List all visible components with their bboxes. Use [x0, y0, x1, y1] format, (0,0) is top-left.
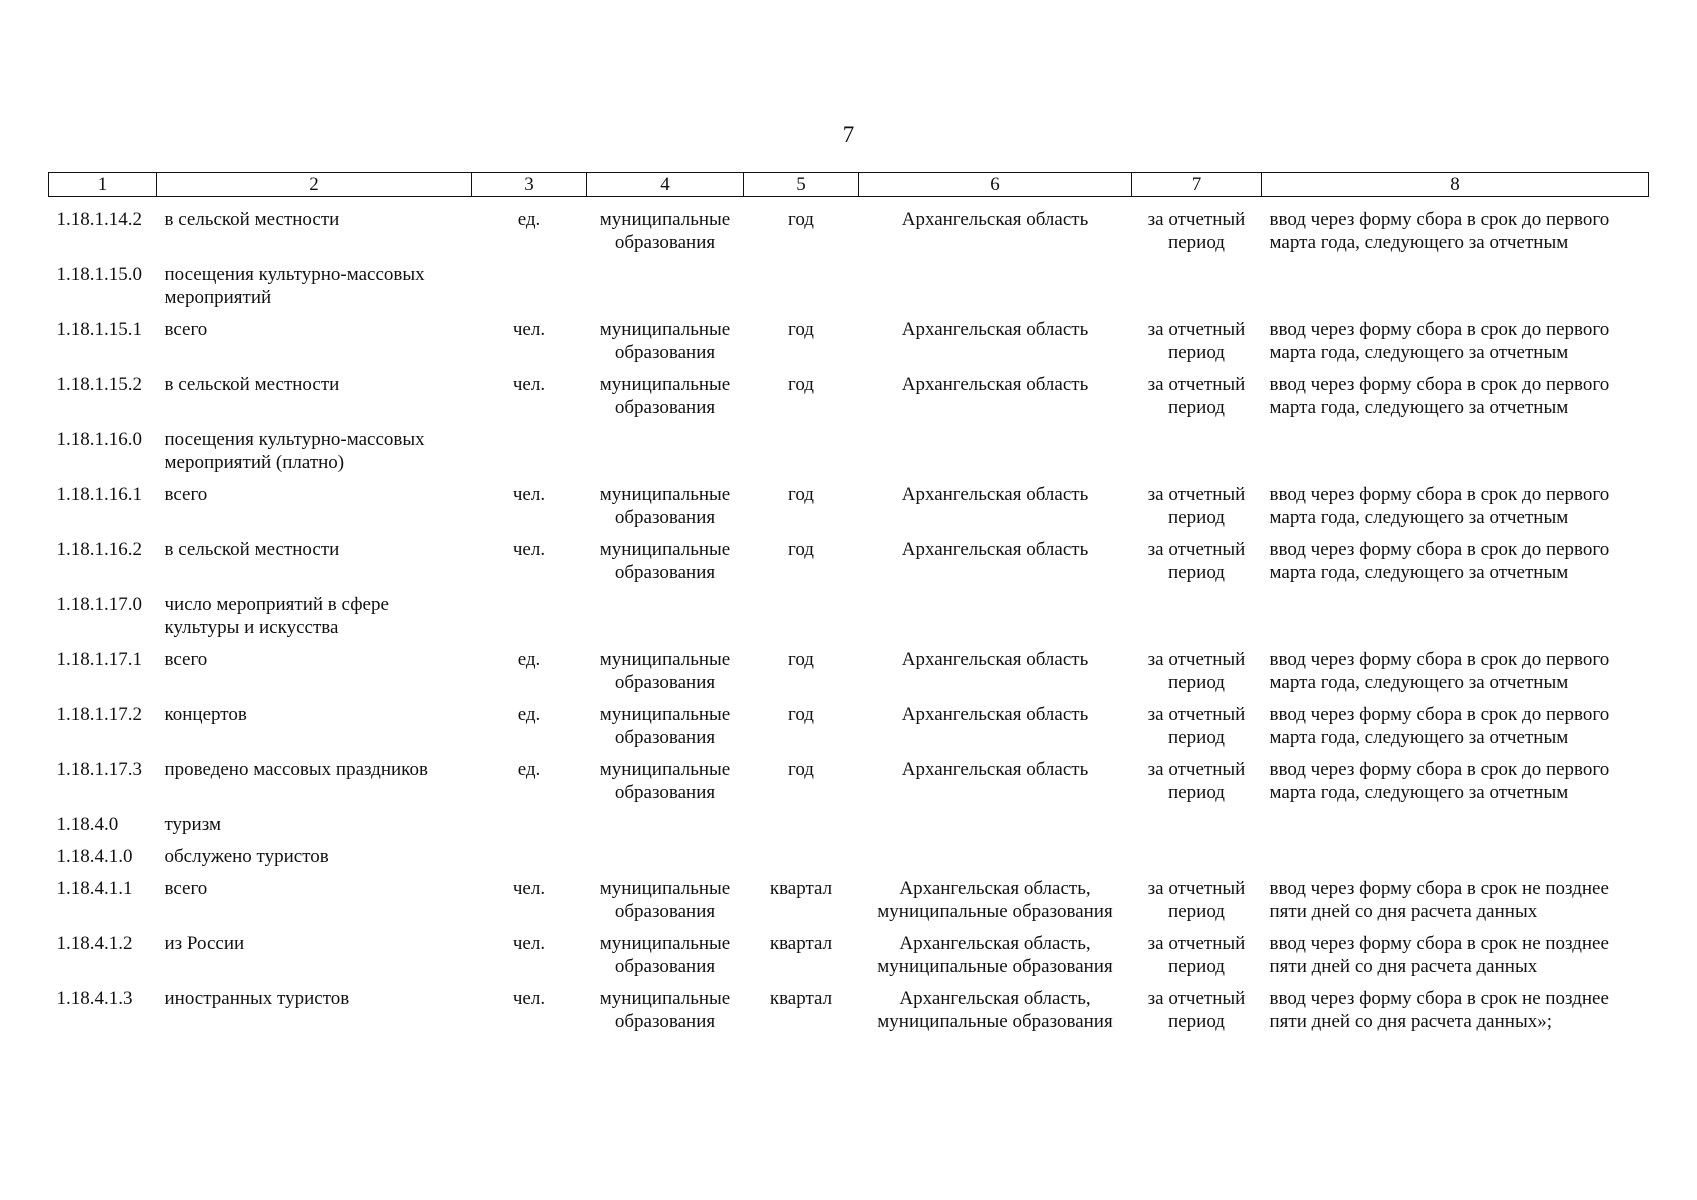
row-code-cell: 1.18.1.17.2 [56, 704, 142, 725]
period-cell: за отчетный период [1147, 539, 1246, 583]
table-row [49, 978, 1649, 1033]
unit-cell [472, 254, 587, 309]
unit-cell: чел. [512, 374, 546, 395]
row-code-cell: 1.18.4.0 [56, 814, 119, 835]
territory-cell [859, 836, 1132, 868]
row-code-cell: 1.18.1.14.2 [56, 209, 142, 230]
row-code-cell: 1.18.1.16.0 [56, 429, 142, 450]
indicator-name-cell: из России [164, 933, 245, 954]
input-method-cell: ввод через форму сбора в срок до первого марта года, следующего за отчетным [1269, 484, 1610, 528]
level-cell: муниципальные образования [599, 649, 731, 693]
periodicity-cell [744, 254, 859, 309]
unit-cell: ед. [517, 209, 541, 230]
table-row [49, 923, 1649, 978]
input-method-cell: ввод через форму сбора в срок до первого марта года, следующего за отчетным [1269, 374, 1610, 418]
territory-cell: Архангельская область [901, 319, 1089, 340]
periodicity-cell: год [788, 209, 814, 230]
input-method-cell: ввод через форму сбора в срок не позднее пяти дней со дня расчета данных»; [1269, 988, 1609, 1032]
indicator-name-cell: в сельской местности [164, 374, 340, 395]
territory-cell: Архангельская область [901, 209, 1089, 230]
period-cell [1132, 804, 1262, 836]
territory-cell: Архангельская область, муниципальные образования [877, 878, 1113, 922]
column-header: 6 [859, 173, 1132, 197]
period-cell: за отчетный период [1147, 759, 1246, 803]
periodicity-cell [744, 584, 859, 639]
input-method-cell [1262, 254, 1649, 309]
level-cell: муниципальные образования [599, 209, 731, 253]
indicator-name-cell: всего [164, 319, 208, 340]
table-row [49, 197, 1649, 255]
indicator-name-cell: концертов [164, 704, 247, 725]
input-method-cell [1262, 836, 1649, 868]
territory-cell: Архангельская область [901, 484, 1089, 505]
row-code-cell: 1.18.1.15.2 [56, 374, 142, 395]
unit-cell [472, 836, 587, 868]
indicator-name-cell: обслужено туристов [164, 846, 329, 867]
indicator-name-cell: всего [164, 484, 208, 505]
period-cell: за отчетный период [1147, 704, 1246, 748]
table-row [49, 836, 1649, 868]
indicator-name-cell: посещения культурно-массовых мероприятий (платно) [164, 429, 425, 473]
unit-cell: чел. [512, 484, 546, 505]
row-code-cell: 1.18.1.17.0 [56, 594, 142, 615]
indicator-name-cell: иностранных туристов [164, 988, 350, 1009]
level-cell [587, 419, 744, 474]
row-code-cell: 1.18.1.15.0 [56, 264, 142, 285]
input-method-cell: ввод через форму сбора в срок до первого марта года, следующего за отчетным [1269, 209, 1610, 253]
periodicity-cell [744, 836, 859, 868]
level-cell: муниципальные образования [599, 484, 731, 528]
column-number-header [49, 173, 1649, 197]
input-method-cell [1262, 804, 1649, 836]
table-row [49, 639, 1649, 694]
indicators-table [48, 172, 1649, 1033]
period-cell [1132, 584, 1262, 639]
input-method-cell: ввод через форму сбора в срок до первого марта года, следующего за отчетным [1269, 539, 1610, 583]
indicator-name-cell: всего [164, 878, 208, 899]
input-method-cell: ввод через форму сбора в срок не позднее пяти дней со дня расчета данных [1269, 933, 1609, 977]
period-cell: за отчетный период [1147, 649, 1246, 693]
indicator-name-cell: проведено массовых праздников [164, 759, 428, 780]
indicator-name-cell: в сельской местности [164, 209, 340, 230]
period-cell: за отчетный период [1147, 484, 1246, 528]
unit-cell: чел. [512, 539, 546, 560]
column-header: 5 [744, 173, 859, 197]
table-row [49, 584, 1649, 639]
row-code-cell: 1.18.4.1.3 [56, 988, 133, 1009]
level-cell [587, 804, 744, 836]
level-cell [587, 836, 744, 868]
table-row [49, 694, 1649, 749]
table-row [49, 419, 1649, 474]
territory-cell [859, 254, 1132, 309]
column-header: 4 [587, 173, 744, 197]
period-cell [1132, 254, 1262, 309]
unit-cell: ед. [517, 704, 541, 725]
level-cell: муниципальные образования [599, 759, 731, 803]
input-method-cell: ввод через форму сбора в срок не позднее пяти дней со дня расчета данных [1269, 878, 1609, 922]
unit-cell [472, 584, 587, 639]
period-cell: за отчетный период [1147, 988, 1246, 1032]
unit-cell: ед. [517, 649, 541, 670]
indicator-name-cell: в сельской местности [164, 539, 340, 560]
input-method-cell [1262, 584, 1649, 639]
unit-cell: чел. [512, 933, 546, 954]
table-row [49, 364, 1649, 419]
territory-cell: Архангельская область [901, 374, 1089, 395]
column-header: 1 [49, 173, 157, 197]
table-row [49, 474, 1649, 529]
indicator-name-cell: число мероприятий в сфере культуры и искусства [164, 594, 389, 638]
periodicity-cell [744, 804, 859, 836]
territory-cell [859, 584, 1132, 639]
territory-cell: Архангельская область, муниципальные образования [877, 988, 1113, 1032]
periodicity-cell: год [788, 759, 814, 780]
level-cell: муниципальные образования [599, 878, 731, 922]
row-code-cell: 1.18.1.17.3 [56, 759, 142, 780]
periodicity-cell: квартал [769, 933, 833, 954]
row-code-cell: 1.18.1.15.1 [56, 319, 142, 340]
territory-cell [859, 419, 1132, 474]
territory-cell: Архангельская область [901, 704, 1089, 725]
table-row [49, 804, 1649, 836]
level-cell [587, 254, 744, 309]
table-row [49, 309, 1649, 364]
unit-cell: чел. [512, 319, 546, 340]
periodicity-cell: год [788, 484, 814, 505]
input-method-cell: ввод через форму сбора в срок до первого марта года, следующего за отчетным [1269, 649, 1610, 693]
period-cell: за отчетный период [1147, 933, 1246, 977]
table-row [49, 749, 1649, 804]
input-method-cell: ввод через форму сбора в срок до первого марта года, следующего за отчетным [1269, 759, 1610, 803]
column-header: 2 [157, 173, 472, 197]
row-code-cell: 1.18.1.16.2 [56, 539, 142, 560]
level-cell: муниципальные образования [599, 374, 731, 418]
table-row [49, 868, 1649, 923]
indicator-name-cell: туризм [164, 814, 221, 835]
row-code-cell: 1.18.4.1.1 [56, 878, 133, 899]
periodicity-cell: год [788, 539, 814, 560]
territory-cell: Архангельская область, муниципальные образования [877, 933, 1113, 977]
level-cell: муниципальные образования [599, 319, 731, 363]
input-method-cell: ввод через форму сбора в срок до первого марта года, следующего за отчетным [1269, 319, 1610, 363]
period-cell: за отчетный период [1147, 878, 1246, 922]
periodicity-cell: квартал [769, 878, 833, 899]
table-row [49, 529, 1649, 584]
unit-cell [472, 804, 587, 836]
level-cell: муниципальные образования [599, 704, 731, 748]
input-method-cell [1262, 419, 1649, 474]
territory-cell: Архангельская область [901, 539, 1089, 560]
unit-cell: чел. [512, 878, 546, 899]
column-header: 7 [1132, 173, 1262, 197]
periodicity-cell: год [788, 649, 814, 670]
unit-cell [472, 419, 587, 474]
indicator-name-cell: всего [164, 649, 208, 670]
territory-cell: Архангельская область [901, 759, 1089, 780]
periodicity-cell: год [788, 319, 814, 340]
table-row [49, 254, 1649, 309]
territory-cell [859, 804, 1132, 836]
column-header: 8 [1262, 173, 1649, 197]
row-code-cell: 1.18.1.16.1 [56, 484, 142, 505]
level-cell: муниципальные образования [599, 933, 731, 977]
column-header: 3 [472, 173, 587, 197]
periodicity-cell: год [788, 704, 814, 725]
periodicity-cell: год [788, 374, 814, 395]
territory-cell: Архангельская область [901, 649, 1089, 670]
periodicity-cell [744, 419, 859, 474]
period-cell: за отчетный период [1147, 209, 1246, 253]
row-code-cell: 1.18.1.17.1 [56, 649, 142, 670]
indicator-name-cell: посещения культурно-массовых мероприятий [164, 264, 425, 308]
table-body [49, 197, 1649, 1034]
period-cell: за отчетный период [1147, 374, 1246, 418]
row-code-cell: 1.18.4.1.2 [56, 933, 133, 954]
row-code-cell: 1.18.4.1.0 [56, 846, 133, 867]
level-cell [587, 584, 744, 639]
level-cell: муниципальные образования [599, 988, 731, 1032]
input-method-cell: ввод через форму сбора в срок до первого марта года, следующего за отчетным [1269, 704, 1610, 748]
unit-cell: чел. [512, 988, 546, 1009]
level-cell: муниципальные образования [599, 539, 731, 583]
unit-cell: ед. [517, 759, 541, 780]
period-cell [1132, 836, 1262, 868]
page-number: 7 [842, 122, 855, 147]
period-cell [1132, 419, 1262, 474]
period-cell: за отчетный период [1147, 319, 1246, 363]
periodicity-cell: квартал [769, 988, 833, 1009]
